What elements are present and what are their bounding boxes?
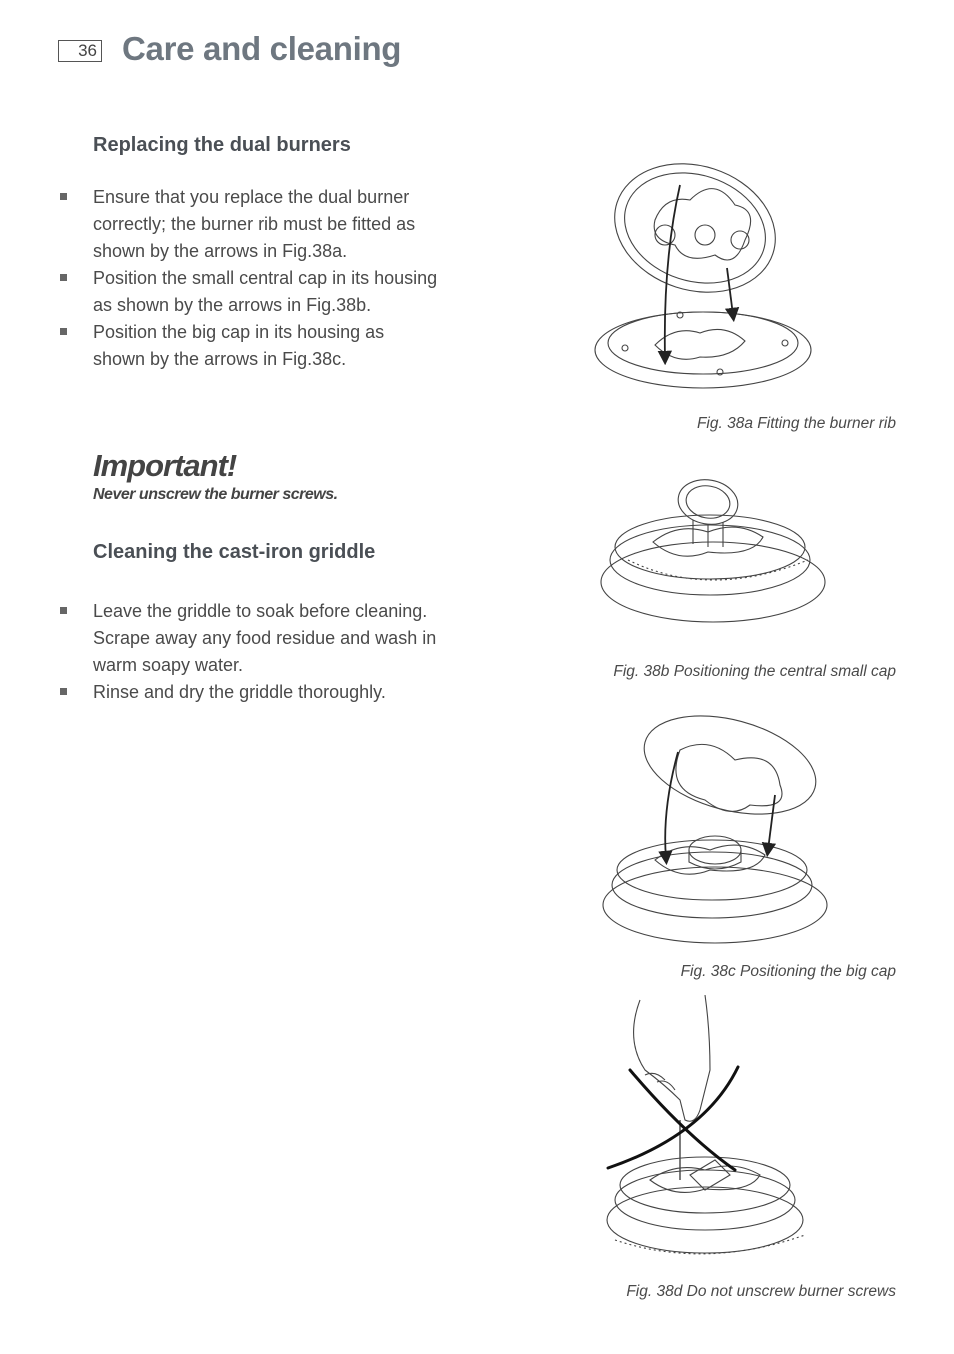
bullet-square-icon	[60, 274, 67, 281]
bullet-square-icon	[60, 688, 67, 695]
list-item-text: Rinse and dry the griddle thoroughly.	[93, 682, 386, 702]
section-heading-replacing: Replacing the dual burners	[93, 134, 351, 156]
page-title: Care and cleaning	[122, 30, 402, 67]
bullet-square-icon	[60, 193, 67, 200]
list-item-text: Ensure that you replace the dual burner correctly; the burner rib must be fitted as shown by the arrows in Fig.38a.	[93, 187, 416, 261]
important-text: Never unscrew the burner screws.	[93, 486, 338, 503]
figure-38d-caption: Fig. 38d Do not unscrew burner screws	[626, 1283, 896, 1300]
figure-38a-caption: Fig. 38a Fitting the burner rib	[696, 415, 896, 432]
important-heading: Important!	[93, 448, 237, 483]
figure-38b-central-cap-illustration	[598, 472, 828, 624]
figure-38d-do-not-unscrew-illustration	[605, 995, 815, 1260]
figure-38b-caption: Fig. 38b Positioning the central small cap	[613, 663, 896, 680]
list-item-text: Leave the griddle to soak before cleaning. Scrape away any food residue and wash in warm soapy water.	[93, 601, 437, 675]
list-item	[58, 265, 438, 319]
bullet-square-icon	[60, 607, 67, 614]
figure-38c-caption: Fig. 38c Positioning the big cap	[680, 963, 896, 980]
figure-38a-burner-rib-illustration	[585, 150, 820, 395]
list-item	[58, 598, 438, 679]
list-item	[58, 679, 438, 706]
figure-38c-big-cap-illustration	[600, 710, 830, 945]
section-heading-griddle: Cleaning the cast-iron griddle	[93, 541, 376, 563]
list-item-text: Position the small central cap in its housing as shown by the arrows in Fig.38b.	[93, 268, 438, 315]
list-item	[58, 319, 438, 373]
page-number: 36	[58, 40, 102, 62]
list-item	[58, 184, 438, 265]
bullet-square-icon	[60, 328, 67, 335]
griddle-bullet-list	[58, 598, 438, 706]
replacing-bullet-list	[58, 184, 438, 373]
list-item-text: Position the big cap in its housing as shown by the arrows in Fig.38c.	[93, 322, 385, 369]
